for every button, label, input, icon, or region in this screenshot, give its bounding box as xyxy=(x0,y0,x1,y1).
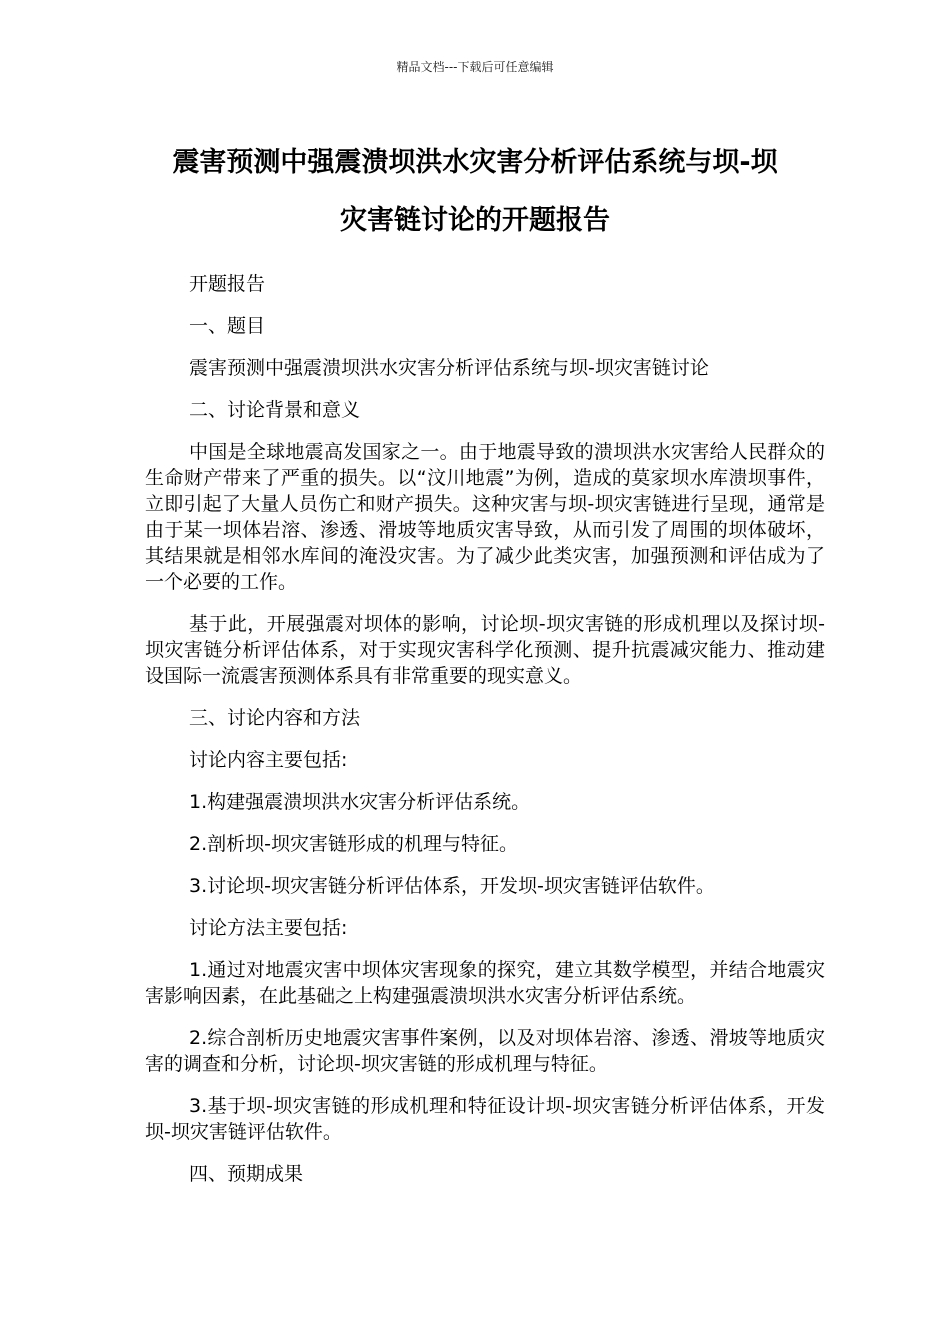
section-heading-background: 二、讨论背景和意义 xyxy=(189,399,361,421)
content-item-3: 3.讨论坝-坝灾害链分析评估体系，开发坝-坝灾害链评估软件。 xyxy=(189,875,715,897)
document-body xyxy=(145,271,825,1203)
method-intro: 讨论方法主要包括: xyxy=(189,917,348,939)
report-label: 开题报告 xyxy=(189,273,266,295)
section-heading-topic: 一、题目 xyxy=(189,315,266,337)
title-line-2: 灾害链讨论的开题报告 xyxy=(340,205,610,236)
document-title xyxy=(120,134,830,250)
header-note: 精品文档---下载后可任意编辑 xyxy=(396,60,554,74)
method-item-3: 3.基于坝-坝灾害链的形成机理和特征设计坝-坝灾害链分析评估体系，开发坝-坝灾害链评估软件。 xyxy=(145,1095,825,1143)
content-intro: 讨论内容主要包括: xyxy=(189,749,348,771)
title-line-1: 震害预测中强震溃坝洪水灾害分析评估系统与坝-坝 xyxy=(172,147,778,178)
content-item-1: 1.构建强震溃坝洪水灾害分析评估系统。 xyxy=(189,791,531,813)
background-paragraph-2: 基于此，开展强震对坝体的影响，讨论坝-坝灾害链的形成机理以及探讨坝-坝灾害链分析评估体系，对于实现灾害科学化预测、提升抗震减灾能力、推动建设国际一流震害预测体系具有非常重要的现实意义。 xyxy=(145,613,825,687)
background-paragraph-1: 中国是全球地震高发国家之一。由于地震导致的溃坝洪水灾害给人民群众的生命财产带来了严重的损失。以“汶川地震”为例，造成的莫家坝水库溃坝事件，立即引起了大量人员伤亡和财产损失。这种灾害与坝-坝灾害链进行呈现，通常是由于某一坝体岩溶、渗透、滑坡等地质灾害导致，从而引发了周围的坝体破坏，其结果就是相邻水库间的淹没灾害。为了减少此类灾害，加强预测和评估成为了一个必要的工作。 xyxy=(145,441,825,593)
section-heading-content-methods: 三、讨论内容和方法 xyxy=(189,707,361,729)
section-heading-expected-results: 四、预期成果 xyxy=(189,1163,304,1185)
method-item-2: 2.综合剖析历史地震灾害事件案例，以及对坝体岩溶、渗透、滑坡等地质灾害的调查和分析，讨论坝-坝灾害链的形成机理与特征。 xyxy=(145,1027,825,1075)
topic-text: 震害预测中强震溃坝洪水灾害分析评估系统与坝-坝灾害链讨论 xyxy=(189,357,709,379)
method-item-1: 1.通过对地震灾害中坝体灾害现象的探究，建立其数学模型，并结合地震灾害影响因素，在此基础之上构建强震溃坝洪水灾害分析评估系统。 xyxy=(145,959,825,1007)
content-item-2: 2.剖析坝-坝灾害链形成的机理与特征。 xyxy=(189,833,518,855)
